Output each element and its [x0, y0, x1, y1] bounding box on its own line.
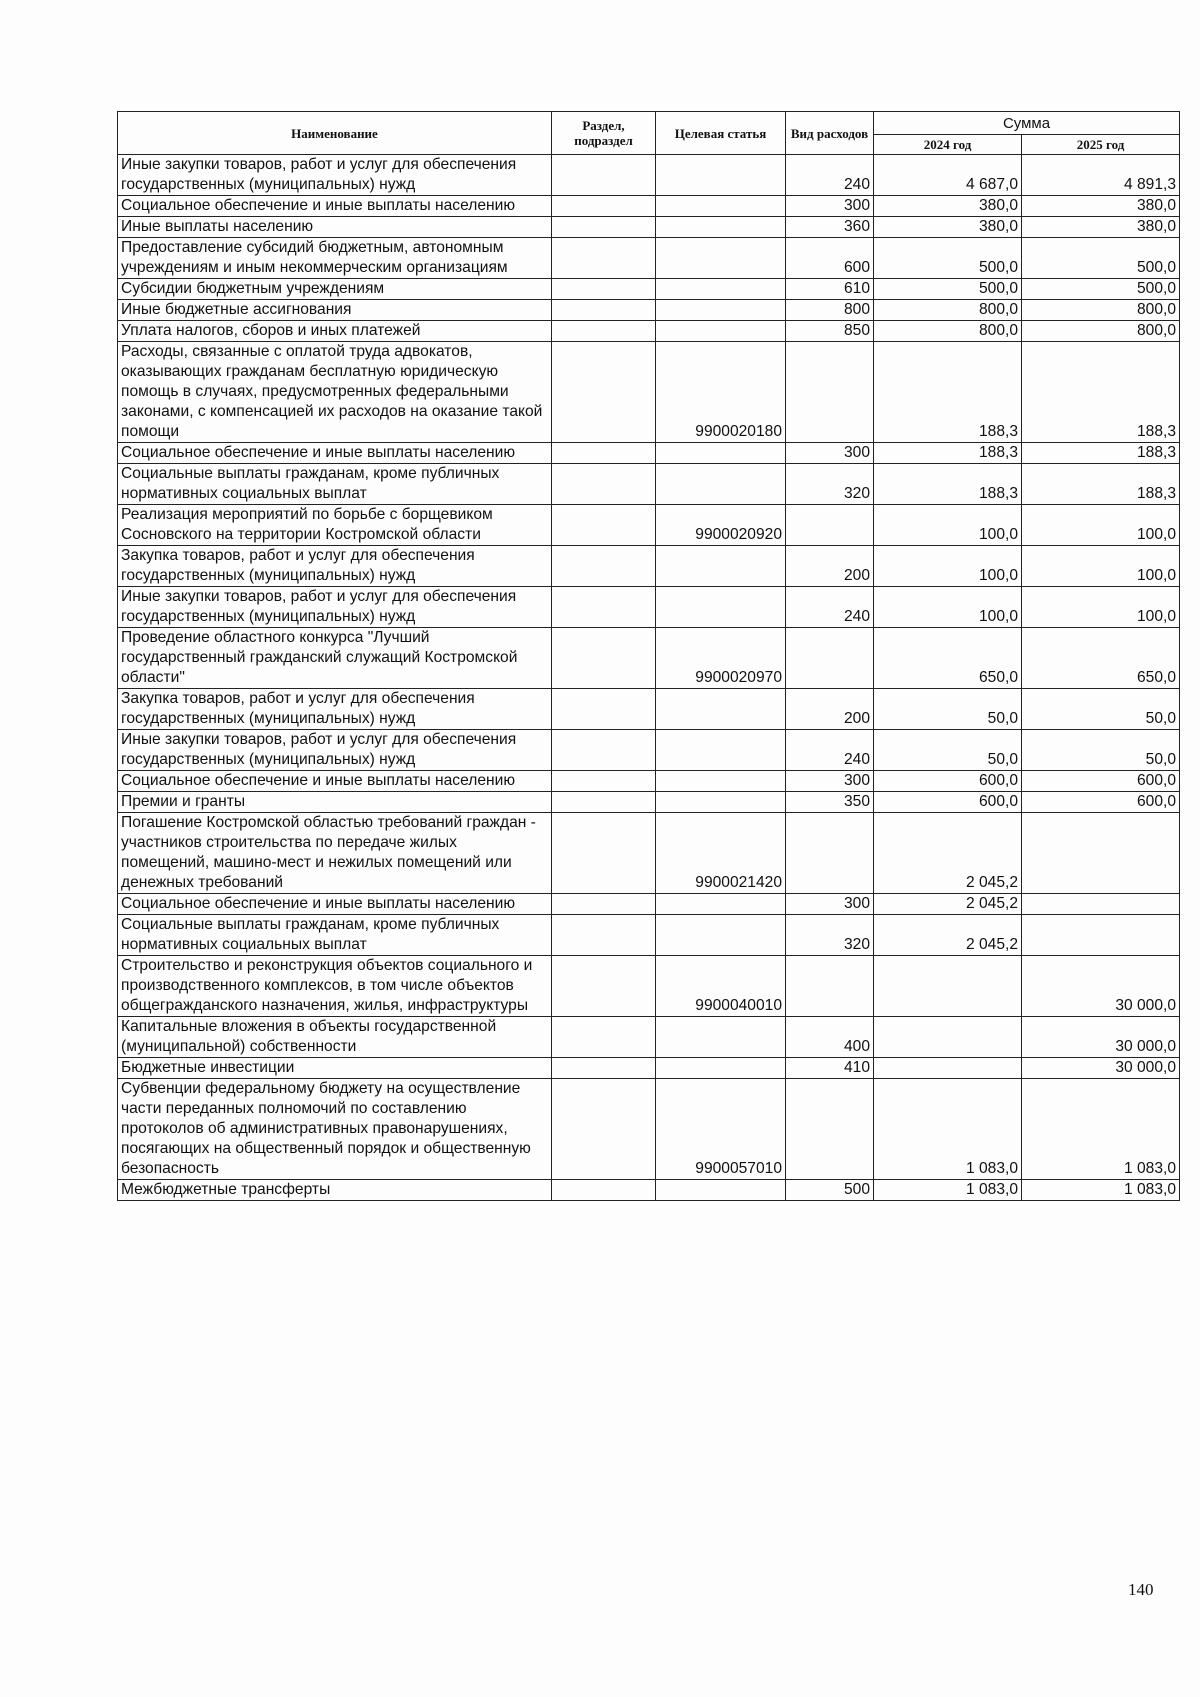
- row-target-code: [656, 771, 786, 792]
- row-amount-2024: 500,0: [874, 238, 1022, 279]
- row-section: [552, 238, 656, 279]
- row-amount-2024: 2 045,2: [874, 915, 1022, 956]
- row-expense-kind: 300: [786, 196, 874, 217]
- row-name: Социальное обеспечение и иные выплаты населению: [118, 443, 552, 464]
- header-year-2024: 2024 год: [874, 135, 1022, 155]
- row-name: Премии и гранты: [118, 792, 552, 813]
- row-name: Социальное обеспечение и иные выплаты населению: [118, 894, 552, 915]
- table-row: [118, 300, 1180, 321]
- row-amount-2025: 600,0: [1022, 771, 1180, 792]
- row-section: [552, 300, 656, 321]
- row-expense-kind: [786, 628, 874, 689]
- row-target-code: [656, 730, 786, 771]
- table-row: [118, 279, 1180, 300]
- row-name: Предоставление субсидий бюджетным, автономным учреждениям и иным некоммерческим организациям: [118, 238, 552, 279]
- row-target-code: [656, 155, 786, 196]
- row-amount-2025: 30 000,0: [1022, 1058, 1180, 1079]
- table-row: [118, 196, 1180, 217]
- table-row: [118, 443, 1180, 464]
- row-target-code: [656, 915, 786, 956]
- row-section: [552, 196, 656, 217]
- row-amount-2025: 188,3: [1022, 464, 1180, 505]
- table-header: [118, 112, 1180, 155]
- row-target-code: [656, 1017, 786, 1058]
- table-row: [118, 342, 1180, 443]
- row-name: Иные бюджетные ассигнования: [118, 300, 552, 321]
- row-name: Проведение областного конкурса "Лучший государственный гражданский служащий Костромской области": [118, 628, 552, 689]
- row-name: Капитальные вложения в объекты государственной (муниципальной) собственности: [118, 1017, 552, 1058]
- row-amount-2024: 1 083,0: [874, 1180, 1022, 1201]
- table-row: [118, 1079, 1180, 1180]
- row-expense-kind: [786, 505, 874, 546]
- row-section: [552, 813, 656, 894]
- table-row: [118, 689, 1180, 730]
- table-row: [118, 813, 1180, 894]
- row-section: [552, 1180, 656, 1201]
- row-amount-2025: 50,0: [1022, 730, 1180, 771]
- row-amount-2025: 100,0: [1022, 546, 1180, 587]
- row-target-code: [656, 238, 786, 279]
- row-expense-kind: 240: [786, 730, 874, 771]
- row-section: [552, 894, 656, 915]
- row-target-code: [656, 464, 786, 505]
- row-section: [552, 730, 656, 771]
- table-row: [118, 1017, 1180, 1058]
- row-name: Субвенции федеральному бюджету на осуществление части переданных полномочий по составлению протоколов об административных правонарушениях, посягающих на общественный порядок и общественную безопасность: [118, 1079, 552, 1180]
- row-target-code: 9900020920: [656, 505, 786, 546]
- row-name: Иные закупки товаров, работ и услуг для обеспечения государственных (муниципальных) нужд: [118, 155, 552, 196]
- row-section: [552, 1079, 656, 1180]
- row-amount-2025: 100,0: [1022, 587, 1180, 628]
- row-expense-kind: 300: [786, 894, 874, 915]
- row-target-code: [656, 321, 786, 342]
- table-row: [118, 915, 1180, 956]
- row-amount-2024: 600,0: [874, 792, 1022, 813]
- row-target-code: 9900020970: [656, 628, 786, 689]
- row-amount-2024: 4 687,0: [874, 155, 1022, 196]
- row-amount-2025: 500,0: [1022, 238, 1180, 279]
- table-row: [118, 730, 1180, 771]
- table-row: [118, 587, 1180, 628]
- row-name: Погашение Костромской областью требований граждан - участников строительства по передаче жилых помещений, машино-мест и нежилых помещений или денежных требований: [118, 813, 552, 894]
- row-target-code: [656, 196, 786, 217]
- table-body: [118, 155, 1180, 1201]
- row-section: [552, 1017, 656, 1058]
- table-row: [118, 1180, 1180, 1201]
- row-name: Иные закупки товаров, работ и услуг для обеспечения государственных (муниципальных) нужд: [118, 730, 552, 771]
- row-expense-kind: [786, 813, 874, 894]
- row-target-code: 9900040010: [656, 956, 786, 1017]
- row-amount-2025: 1 083,0: [1022, 1180, 1180, 1201]
- row-amount-2025: 100,0: [1022, 505, 1180, 546]
- table-row: [118, 505, 1180, 546]
- row-name: Межбюджетные трансферты: [118, 1180, 552, 1201]
- row-expense-kind: 200: [786, 689, 874, 730]
- row-name: Социальные выплаты гражданам, кроме публичных нормативных социальных выплат: [118, 464, 552, 505]
- table-row: [118, 894, 1180, 915]
- header-target: Целевая статья: [656, 112, 786, 155]
- row-section: [552, 155, 656, 196]
- row-target-code: [656, 1180, 786, 1201]
- table-row: [118, 238, 1180, 279]
- row-section: [552, 464, 656, 505]
- row-amount-2025: 30 000,0: [1022, 956, 1180, 1017]
- row-expense-kind: 360: [786, 217, 874, 238]
- row-section: [552, 956, 656, 1017]
- row-expense-kind: 300: [786, 771, 874, 792]
- row-amount-2024: 100,0: [874, 546, 1022, 587]
- row-amount-2024: 380,0: [874, 196, 1022, 217]
- row-target-code: [656, 1058, 786, 1079]
- row-amount-2024: 2 045,2: [874, 813, 1022, 894]
- row-name: Закупка товаров, работ и услуг для обеспечения государственных (муниципальных) нужд: [118, 546, 552, 587]
- row-amount-2025: 650,0: [1022, 628, 1180, 689]
- row-expense-kind: [786, 1079, 874, 1180]
- row-amount-2025: 800,0: [1022, 300, 1180, 321]
- row-expense-kind: 200: [786, 546, 874, 587]
- header-kind: Вид расходов: [786, 112, 874, 155]
- row-target-code: [656, 300, 786, 321]
- row-section: [552, 915, 656, 956]
- budget-table: [117, 111, 1180, 1201]
- row-section: [552, 1058, 656, 1079]
- row-target-code: 9900021420: [656, 813, 786, 894]
- row-amount-2024: 1 083,0: [874, 1079, 1022, 1180]
- row-target-code: [656, 443, 786, 464]
- row-expense-kind: 610: [786, 279, 874, 300]
- row-section: [552, 505, 656, 546]
- row-section: [552, 279, 656, 300]
- header-sum: Сумма: [874, 112, 1180, 135]
- row-section: [552, 628, 656, 689]
- row-expense-kind: 850: [786, 321, 874, 342]
- header-year-2025: 2025 год: [1022, 135, 1180, 155]
- row-amount-2024: 188,3: [874, 464, 1022, 505]
- row-expense-kind: 240: [786, 155, 874, 196]
- row-expense-kind: 400: [786, 1017, 874, 1058]
- row-name: Социальные выплаты гражданам, кроме публичных нормативных социальных выплат: [118, 915, 552, 956]
- row-amount-2025: [1022, 894, 1180, 915]
- row-amount-2025: 800,0: [1022, 321, 1180, 342]
- table-row: [118, 771, 1180, 792]
- row-amount-2024: 650,0: [874, 628, 1022, 689]
- row-name: Иные выплаты населению: [118, 217, 552, 238]
- row-amount-2024: 500,0: [874, 279, 1022, 300]
- row-target-code: [656, 792, 786, 813]
- row-amount-2025: 4 891,3: [1022, 155, 1180, 196]
- row-target-code: [656, 689, 786, 730]
- row-expense-kind: 300: [786, 443, 874, 464]
- row-amount-2025: 600,0: [1022, 792, 1180, 813]
- row-amount-2025: 500,0: [1022, 279, 1180, 300]
- row-expense-kind: [786, 956, 874, 1017]
- row-amount-2024: 100,0: [874, 505, 1022, 546]
- row-amount-2024: 380,0: [874, 217, 1022, 238]
- page-number: 140: [1128, 1580, 1154, 1599]
- row-expense-kind: 600: [786, 238, 874, 279]
- row-target-code: [656, 279, 786, 300]
- row-amount-2025: 30 000,0: [1022, 1017, 1180, 1058]
- row-amount-2025: 50,0: [1022, 689, 1180, 730]
- row-section: [552, 217, 656, 238]
- row-expense-kind: 500: [786, 1180, 874, 1201]
- row-section: [552, 587, 656, 628]
- row-expense-kind: 800: [786, 300, 874, 321]
- row-amount-2024: 2 045,2: [874, 894, 1022, 915]
- row-target-code: [656, 546, 786, 587]
- row-amount-2024: 600,0: [874, 771, 1022, 792]
- header-name: Наименование: [118, 112, 552, 155]
- row-target-code: [656, 894, 786, 915]
- row-name: Иные закупки товаров, работ и услуг для обеспечения государственных (муниципальных) нужд: [118, 587, 552, 628]
- row-amount-2025: [1022, 813, 1180, 894]
- table-row: [118, 217, 1180, 238]
- row-amount-2024: 188,3: [874, 443, 1022, 464]
- row-section: [552, 342, 656, 443]
- row-name: Реализация мероприятий по борьбе с борщевиком Сосновского на территории Костромской области: [118, 505, 552, 546]
- row-amount-2024: 50,0: [874, 730, 1022, 771]
- table-row: [118, 956, 1180, 1017]
- row-expense-kind: 320: [786, 915, 874, 956]
- row-amount-2024: [874, 1058, 1022, 1079]
- row-amount-2024: 800,0: [874, 300, 1022, 321]
- row-amount-2024: [874, 956, 1022, 1017]
- row-amount-2025: 188,3: [1022, 342, 1180, 443]
- row-target-code: 9900020180: [656, 342, 786, 443]
- row-amount-2024: [874, 1017, 1022, 1058]
- row-expense-kind: 350: [786, 792, 874, 813]
- row-section: [552, 321, 656, 342]
- row-name: Социальное обеспечение и иные выплаты населению: [118, 196, 552, 217]
- table-row: [118, 1058, 1180, 1079]
- row-name: Бюджетные инвестиции: [118, 1058, 552, 1079]
- row-amount-2024: 800,0: [874, 321, 1022, 342]
- row-amount-2025: 1 083,0: [1022, 1079, 1180, 1180]
- table-row: [118, 321, 1180, 342]
- row-name: Закупка товаров, работ и услуг для обеспечения государственных (муниципальных) нужд: [118, 689, 552, 730]
- row-amount-2025: 380,0: [1022, 196, 1180, 217]
- row-amount-2024: 188,3: [874, 342, 1022, 443]
- row-name: Социальное обеспечение и иные выплаты населению: [118, 771, 552, 792]
- table-row: [118, 546, 1180, 587]
- header-section: Раздел, подраздел: [552, 112, 656, 155]
- row-target-code: [656, 217, 786, 238]
- row-amount-2025: 188,3: [1022, 443, 1180, 464]
- row-amount-2025: [1022, 915, 1180, 956]
- row-section: [552, 443, 656, 464]
- row-amount-2025: 380,0: [1022, 217, 1180, 238]
- row-section: [552, 792, 656, 813]
- row-expense-kind: 320: [786, 464, 874, 505]
- row-name: Субсидии бюджетным учреждениям: [118, 279, 552, 300]
- row-amount-2024: 50,0: [874, 689, 1022, 730]
- table-row: [118, 792, 1180, 813]
- row-name: Уплата налогов, сборов и иных платежей: [118, 321, 552, 342]
- row-section: [552, 546, 656, 587]
- row-section: [552, 771, 656, 792]
- row-expense-kind: 240: [786, 587, 874, 628]
- table-row: [118, 628, 1180, 689]
- row-name: Строительство и реконструкция объектов социального и производственного комплексов, в том числе объектов общегражданского назначения, жилья, инфраструктуры: [118, 956, 552, 1017]
- row-target-code: 9900057010: [656, 1079, 786, 1180]
- row-section: [552, 689, 656, 730]
- table-row: [118, 464, 1180, 505]
- row-amount-2024: 100,0: [874, 587, 1022, 628]
- table-row: [118, 155, 1180, 196]
- row-expense-kind: [786, 342, 874, 443]
- row-target-code: [656, 587, 786, 628]
- row-expense-kind: 410: [786, 1058, 874, 1079]
- row-name: Расходы, связанные с оплатой труда адвокатов, оказывающих гражданам бесплатную юридическую помощь в случаях, предусмотренных федеральными законами, с компенсацией их расходов на оказание такой помощи: [118, 342, 552, 443]
